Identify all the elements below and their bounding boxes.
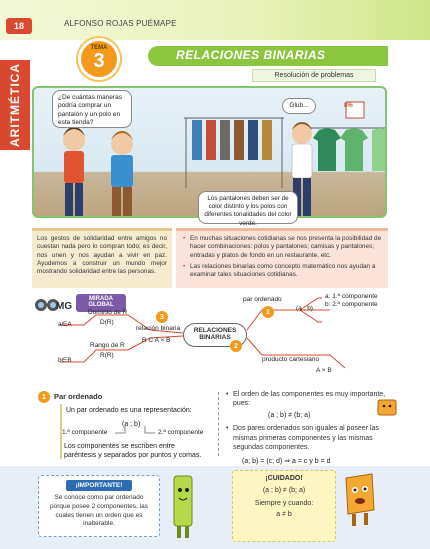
pair-bullet: Los componentes se escriben entre paréntesis y separados por puntos y comas.: [64, 443, 202, 460]
author-name: ALFONSO ROJAS PUÉMAPE: [64, 19, 177, 28]
map-ab: (a ; b): [296, 305, 313, 312]
order-notes: [226, 390, 386, 466]
tema-number: 3: [93, 50, 105, 72]
tema-word: TEMA: [90, 45, 108, 51]
note-mascot-icon: [376, 398, 398, 418]
map-num-2: 2: [230, 340, 242, 352]
subject-label: ARITMÉTICA: [8, 63, 22, 147]
map-rango: Rango de R: [90, 342, 125, 349]
order-note-2: • Dos pares ordenados son iguales al poseer las mismas primeras componentes y las mismas segundas componentes.: [226, 424, 386, 452]
cuidado-condition-label: Siempre y cuando:: [254, 500, 314, 507]
boy-middle-icon: [111, 131, 133, 218]
boy-left-icon: [63, 127, 85, 218]
cuidado-condition: a ≠ b: [276, 511, 292, 518]
map-rR: R(R): [100, 352, 114, 359]
warning-mascot-icon: [338, 470, 378, 530]
map-center-node: RELACIONES BINARIAS: [183, 323, 247, 347]
map-relacion-binaria: relación binaria: [136, 325, 181, 332]
mirada-global-label: MIRADA GLOBAL: [76, 294, 126, 312]
cuidado-title: ¡CUIDADO!: [265, 475, 303, 482]
column-divider: [218, 392, 219, 456]
speech-bubble-question: ¿De cuántas maneras podría comprar un pantalón y un polo en esta tienda?: [52, 90, 132, 128]
speech-bubble-condition: Los pantalones deben ser de color distinto y los polos con diferentes tonalidades del color verde.: [198, 191, 298, 224]
pants-icon: [192, 120, 272, 160]
map-producto-cartesiano: producto cartesiano: [262, 356, 320, 363]
discount-sign: 8%: [344, 103, 353, 109]
context-item: • En muchas situaciones cotidianas se nos presenta la posibilidad de hacer combinaciones: polos y pantalones; camisas y pantalones; entradas y platos de fondo en un restaurante, etc.: [183, 235, 383, 260]
speech-bubble-glub: Glub...: [282, 98, 316, 114]
mascot-icon: [168, 470, 198, 542]
map-b-componente: b: 2.ª componente: [325, 301, 378, 308]
second-component: 2.ª componente: [158, 429, 204, 436]
page-subtitle: Resolución de problemas: [252, 69, 376, 82]
context-box: [176, 228, 388, 288]
map-dominio: Dominio de R: [88, 309, 128, 316]
map-rcaxb: R C A × B: [142, 337, 171, 344]
values-box: Los gestos de solidaridad entre amigos no cuestan nada pero lo compran todo; es decir, nos unen y nos ayudan a vivir en paz. Ayudemos a construir un mundo mejor mostrando solidaridad entre las personas.: [32, 228, 172, 288]
map-num-1: 1: [262, 306, 274, 318]
section-number: 1: [38, 391, 50, 403]
section-title: Par ordenado: [54, 392, 103, 401]
pair-intro: Un par ordenado es una representación:: [66, 407, 192, 414]
order-formula-1: (a ; b) ≠ (b; a): [268, 411, 311, 419]
cuidado-formula: (a ; b) ≠ (b; a): [262, 487, 306, 494]
map-par-ordenado: par ordenado: [243, 296, 282, 303]
map-a-componente: a: 1.ª componente: [325, 293, 378, 300]
map-dR: D(R): [100, 319, 114, 326]
shirt-icon: [313, 128, 387, 171]
order-note-1: • El orden de las componentes es muy importante, pues:: [226, 390, 386, 409]
pair-formula: (a ; b): [122, 421, 141, 428]
mg-label: MG: [56, 301, 73, 312]
map-num-3: 3: [156, 311, 168, 323]
map-b-in-B: b∈B: [58, 357, 72, 364]
map-a-in-A: a∈A: [58, 321, 72, 328]
context-item: • Las relaciones binarias como concepto matemático nos ayudan a examinar tales situaciones cotidianas.: [183, 263, 383, 280]
order-formula-2: (a; b) = (c; d) ⇒ a = c y b = d: [242, 457, 331, 465]
first-component: 1.ª componente: [62, 429, 108, 436]
importante-text: Se conoce como par ordenado porque posee 2 componentes, las cuales tienen un orden que es inalterable.: [50, 494, 148, 528]
importante-title: ¡IMPORTANTE!: [66, 480, 132, 491]
tema-badge: [78, 38, 120, 80]
page-number: 18: [6, 18, 32, 34]
map-axb: A × B: [316, 367, 332, 374]
page-title: RELACIONES BINARIAS: [176, 48, 326, 62]
